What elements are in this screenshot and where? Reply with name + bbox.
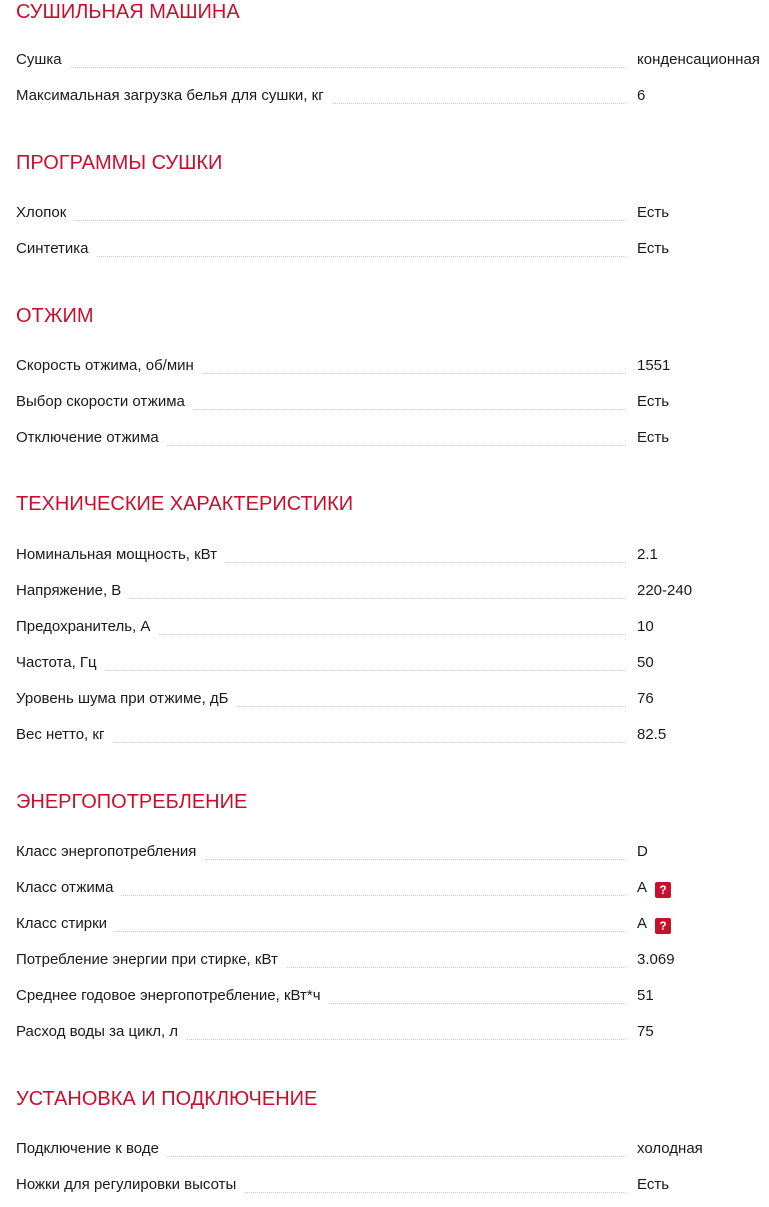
spec-value-cell <box>637 392 669 412</box>
spec-value: 50 <box>637 654 654 671</box>
spec-value: 1551 <box>637 357 671 374</box>
spec-label: Уровень шума при отжиме, дБ <box>16 689 237 709</box>
dotted-leader <box>16 670 626 671</box>
spec-value-cell <box>637 878 671 898</box>
spec-label: Класс отжима <box>16 878 121 898</box>
dotted-leader <box>16 256 626 257</box>
spec-row <box>16 354 769 378</box>
spec-row <box>16 390 769 414</box>
spec-value: конденсационная <box>637 51 760 68</box>
spec-label: Класс энергопотребления <box>16 842 204 862</box>
spec-value-cell <box>637 581 692 601</box>
section-title: ЭНЕРГОПОТРЕБЛЕНИЕ <box>16 791 248 813</box>
spec-value-cell <box>637 725 666 745</box>
spec-value-cell <box>637 950 675 970</box>
spec-label: Потребление энергии при стирке, кВт <box>16 950 286 970</box>
spec-label: Вес нетто, кг <box>16 725 112 745</box>
spec-row <box>16 1173 769 1197</box>
spec-row <box>16 615 769 639</box>
spec-row <box>16 201 769 225</box>
spec-value: 220-240 <box>637 582 693 599</box>
dotted-leader <box>16 67 626 68</box>
spec-row <box>16 84 769 108</box>
spec-value: Есть <box>637 429 670 446</box>
spec-label: Выбор скорости отжима <box>16 392 193 412</box>
spec-label: Отключение отжима <box>16 428 167 448</box>
spec-label: Предохранитель, А <box>16 617 158 637</box>
spec-row <box>16 912 769 936</box>
spec-value-cell <box>637 239 669 259</box>
spec-label: Среднее годовое энергопотребление, кВт*ч <box>16 986 329 1006</box>
spec-value: Есть <box>637 1176 670 1193</box>
spec-row <box>16 543 769 567</box>
section-title: ТЕХНИЧЕСКИЕ ХАРАКТЕРИСТИКИ <box>16 493 354 515</box>
spec-value-cell <box>637 689 654 709</box>
spec-value-cell <box>637 986 654 1006</box>
spec-value: 76 <box>637 690 654 707</box>
spec-value-cell <box>637 617 654 637</box>
spec-label: Частота, Гц <box>16 653 105 673</box>
spec-row <box>16 1137 769 1161</box>
spec-value-cell <box>637 86 645 106</box>
dotted-leader <box>16 220 626 221</box>
spec-label: Подключение к воде <box>16 1139 167 1159</box>
spec-value-cell <box>637 842 648 862</box>
section-title: ОТЖИМ <box>16 305 94 327</box>
spec-row <box>16 651 769 675</box>
spec-label: Синтетика <box>16 239 97 259</box>
spec-row <box>16 687 769 711</box>
spec-value-cell <box>637 914 671 934</box>
spec-row <box>16 237 769 261</box>
spec-label: Хлопок <box>16 203 74 223</box>
spec-value-cell <box>637 1022 654 1042</box>
spec-row <box>16 1020 769 1044</box>
spec-label: Максимальная загрузка белья для сушки, кг <box>16 86 332 106</box>
spec-label: Сушка <box>16 50 70 70</box>
section-title: СУШИЛЬНАЯ МАШИНА <box>16 1 240 23</box>
spec-value: 75 <box>637 1023 654 1040</box>
spec-value: A <box>637 879 648 896</box>
spec-label: Расход воды за цикл, л <box>16 1022 186 1042</box>
spec-value: холодная <box>637 1140 703 1157</box>
spec-value-cell <box>637 1175 669 1195</box>
spec-value: 2.1 <box>637 546 658 563</box>
spec-value: 10 <box>637 618 654 635</box>
spec-value: D <box>637 843 648 860</box>
spec-label: Ножки для регулировки высоты <box>16 1175 244 1195</box>
spec-row <box>16 840 769 864</box>
spec-row <box>16 876 769 900</box>
spec-value: 51 <box>637 987 654 1004</box>
spec-label: Номинальная мощность, кВт <box>16 545 225 565</box>
spec-label: Класс стирки <box>16 914 115 934</box>
spec-label: Напряжение, В <box>16 581 129 601</box>
spec-value: A <box>637 915 648 932</box>
spec-value: Есть <box>637 393 670 410</box>
spec-row <box>16 48 769 72</box>
spec-row <box>16 948 769 972</box>
section-title: УСТАНОВКА И ПОДКЛЮЧЕНИЕ <box>16 1088 318 1110</box>
spec-value: Есть <box>637 240 670 257</box>
spec-value-cell <box>637 203 669 223</box>
spec-value-cell <box>637 428 669 448</box>
spec-row <box>16 723 769 747</box>
help-icon[interactable]: ? <box>655 882 671 898</box>
spec-label: Скорость отжима, об/мин <box>16 356 202 376</box>
spec-row <box>16 426 769 450</box>
spec-value: 82.5 <box>637 726 667 743</box>
spec-value: 3.069 <box>637 951 675 968</box>
spec-value-cell <box>637 356 670 376</box>
spec-row <box>16 984 769 1008</box>
spec-value-cell <box>637 50 760 70</box>
spec-value-cell <box>637 653 654 673</box>
section-title: ПРОГРАММЫ СУШКИ <box>16 152 223 174</box>
spec-value-cell <box>637 545 658 565</box>
spec-value: 6 <box>637 87 646 104</box>
spec-value-cell <box>637 1139 703 1159</box>
spec-row <box>16 579 769 603</box>
help-icon[interactable]: ? <box>655 918 671 934</box>
spec-value: Есть <box>637 204 670 221</box>
